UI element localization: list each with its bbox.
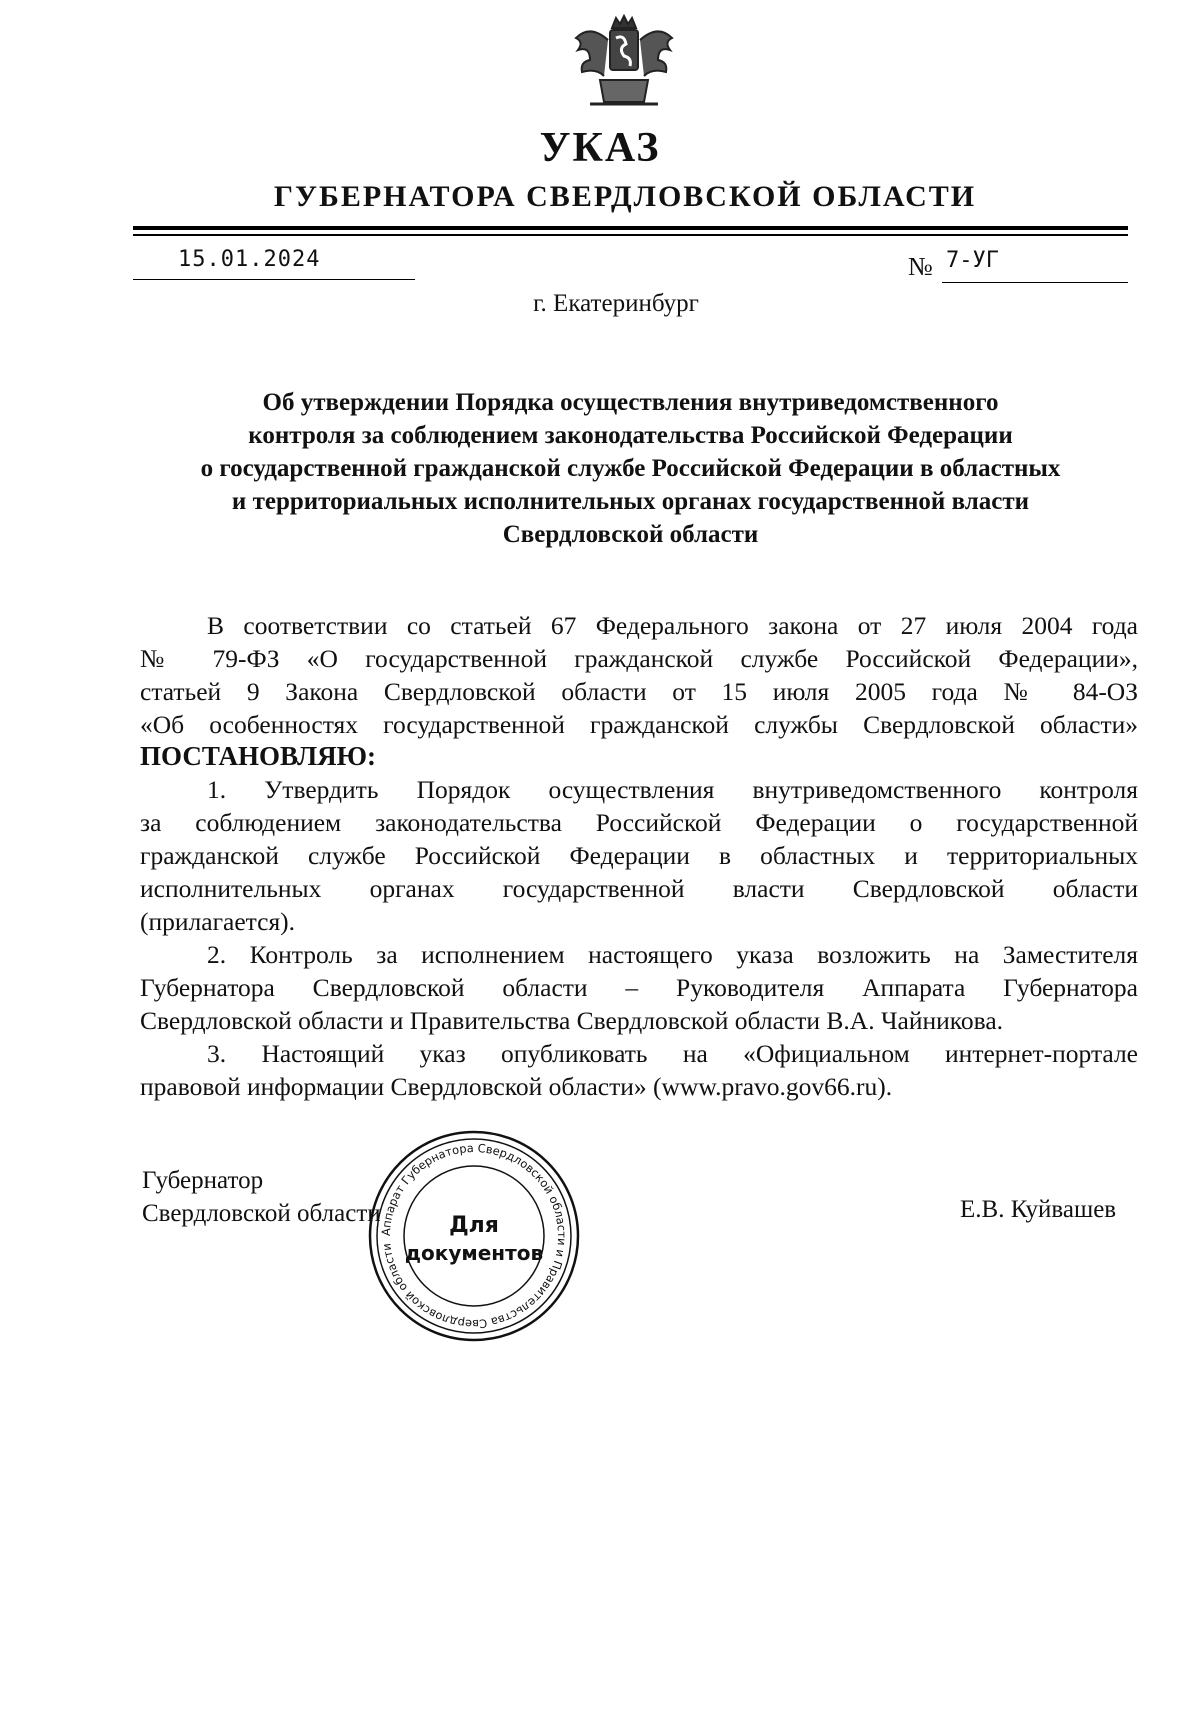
title-line: и территориальных исполнительных органах государственной власти [231, 488, 1030, 515]
title-line: Об утверждении Порядка осуществления внутриведомственного [262, 389, 999, 416]
body-line: Губернатора Свердловской области – Руководителя Аппарата Губернатора [140, 973, 1138, 1002]
header-divider-thick [133, 226, 1128, 230]
body-line: исполнительных органах государственной власти Свердловской области [140, 874, 1138, 903]
body-line: «Об особенностях государственной гражданской службы Свердловской области» [140, 710, 1138, 739]
decree-keyword: ПОСТАНОВЛЯЮ: [140, 741, 376, 771]
title-line: Свердловской области [502, 521, 759, 548]
body-line: за соблюдением законодательства Российской Федерации о государственной [140, 808, 1138, 837]
signer-position-line: Свердловской области [142, 1200, 381, 1227]
body-line: 2. Контроль за исполнением настоящего указа возложить на Заместителя [207, 940, 1138, 969]
stamp-ring-text: Аппарат Губернатора Свердловской области и Правительства Свердловской области [378, 1140, 570, 1332]
issue-city: г. Екатеринбург [533, 290, 699, 317]
body-line: 1. Утвердить Порядок осуществления внутриведомственного контроля [207, 775, 1138, 804]
decree-date: 15.01.2024 [178, 247, 321, 272]
document-type: УКАЗ [539, 125, 661, 171]
body-line: В соответствии со статьей 67 Федерального закона от 27 июля 2004 года [207, 611, 1138, 640]
decree-number: 7-УГ [946, 248, 999, 273]
body-line: Свердловской области и Правительства Свердловской области В.А. Чайникова. [140, 1006, 1004, 1035]
body-line: (прилагается). [140, 907, 296, 936]
stamp-center-line: Для [449, 1213, 499, 1238]
body-line: правовой информации Свердловской области» (www.pravo.gov66.ru). [140, 1072, 893, 1101]
signer-position-line: Губернатор [142, 1167, 264, 1194]
number-sign: № [908, 252, 933, 281]
number-underline [942, 282, 1128, 283]
coat-of-arms-icon [560, 14, 688, 110]
title-line: о государственной гражданской службе Российской Федерации в областных [200, 455, 1061, 482]
stamp-center-line: документов [404, 1241, 544, 1265]
decree-title [133, 386, 1128, 551]
signer-position [142, 1164, 381, 1230]
body-line: гражданской службе Российской Федерации в областных и территориальных [140, 841, 1138, 870]
body-line: № 79-ФЗ «О государственной гражданской службе Российской Федерации», [140, 644, 1138, 673]
body-line: статьей 9 Закона Свердловской области от 15 июля 2005 года № 84-ОЗ [140, 677, 1138, 706]
issuer-title: ГУБЕРНАТОРА СВЕРДЛОВСКОЙ ОБЛАСТИ [273, 180, 977, 213]
body-line: 3. Настоящий указ опубликовать на «Официальном интернет-портале [207, 1039, 1138, 1068]
date-underline [133, 279, 415, 280]
header-divider-thin [133, 234, 1128, 236]
official-stamp [366, 1128, 582, 1344]
signer-name: Е.В. Куйвашев [960, 1196, 1117, 1223]
title-line: контроля за соблюдением законодательства Российской Федерации [248, 422, 1013, 449]
